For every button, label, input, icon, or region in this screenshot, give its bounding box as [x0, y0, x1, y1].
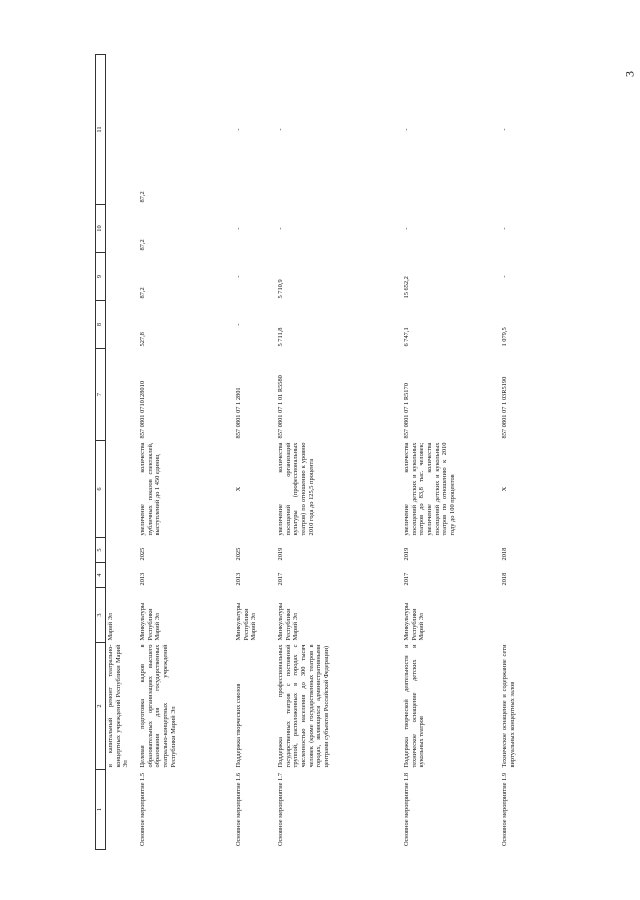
expected-result-cell: увеличение количества посещений детских и кукольных театров до 83,8 тыс. человек; увеличение количества посещений детских и кукольных театров по отношению к 2010 году до 100 процентов — [403, 442, 457, 536]
measure-title-cell: Поддержка творческой деятельности и техническое оснащение детских и кукольных театров — [403, 644, 426, 768]
end-year-cell — [106, 538, 139, 563]
measure-id-cell — [106, 770, 139, 850]
table-row — [276, 55, 402, 850]
executor-cell — [500, 588, 562, 643]
amount-cell: 1 079,5 — [501, 327, 508, 347]
column-number: 10 — [96, 205, 106, 253]
column-number: 6 — [96, 441, 106, 538]
table-row — [138, 55, 234, 850]
expected-result-cell: увеличение количества посещений организаций культуры (профессиональных театров) по отношению к уровню 2010 года до 125,5 процента — [277, 442, 315, 536]
executor-cell: Минкультуры Республики Марий Эл — [403, 602, 426, 641]
column-number: 1 — [96, 770, 106, 850]
column-number-row — [96, 55, 106, 850]
table-row — [234, 55, 276, 850]
measure-id-cell: Основное мероприятие 1.7 — [277, 772, 284, 847]
column-number: 9 — [96, 253, 106, 301]
amount-cell: 5 711,8 — [277, 327, 284, 347]
amount-cell: 5 710,9 — [277, 279, 284, 299]
column-number: 3 — [96, 588, 106, 643]
amount-cell: - — [235, 275, 242, 278]
amount-cell: - — [501, 275, 508, 278]
start-year-cell: 2017 — [403, 572, 410, 586]
end-year-cell: 2019 — [403, 547, 410, 561]
amount-cell: - — [501, 128, 508, 131]
rotated-table-sheet — [95, 55, 635, 850]
expected-result-cell — [106, 441, 139, 538]
measure-title-cell: и капитальный ремонт театрально-концертных учреждений Республики Марий Эл — [107, 644, 130, 768]
end-year-cell: 2025 — [139, 547, 146, 561]
amount-cell: 87,2 — [139, 239, 146, 251]
column-number: 4 — [96, 563, 106, 588]
column-number: 8 — [96, 301, 106, 349]
measure-title-cell: Техническое оснащение и содержание сети виртуальных концертных залов — [501, 644, 516, 768]
amount-cell: 87,2 — [139, 191, 146, 203]
column-number: 7 — [96, 349, 106, 441]
expected-result-cell: X — [501, 486, 508, 492]
executor-cell: Минкультуры Республики Марий Эл — [277, 602, 300, 641]
table-row — [106, 55, 139, 850]
budget-code-cell: 857 0801 0710128010 — [139, 380, 146, 439]
end-year-cell: 2018 — [501, 547, 508, 561]
budget-code-cell: 857 0801 07 1 03R5190 — [501, 376, 508, 439]
amount-cell — [106, 253, 139, 301]
amount-cell: 87,2 — [139, 287, 146, 299]
amount-cell: - — [235, 323, 242, 326]
table-row — [402, 55, 500, 850]
amount-cell: 15 652,2 — [403, 276, 410, 299]
start-year-cell: 2018 — [501, 572, 508, 586]
amount-cell: - — [403, 227, 410, 230]
budget-code-cell: 857 0801 07 1 01 R5580 — [277, 375, 284, 439]
end-year-cell: 2019 — [277, 547, 284, 561]
expected-result-cell: увеличение количества публичных показов спектаклей, выступлений до 1 450 единиц — [139, 442, 162, 536]
page-number: 3 — [622, 71, 637, 77]
start-year-cell — [106, 563, 139, 588]
start-year-cell: 2017 — [277, 572, 284, 586]
measure-id-cell: Основное мероприятие 1.5 — [139, 772, 146, 847]
measure-title-cell: Поддержка творческих союзов — [235, 683, 242, 768]
amount-cell — [106, 205, 139, 253]
table-row — [500, 55, 562, 850]
amount-cell: - — [235, 128, 242, 131]
measure-id-cell: Основное мероприятие 1.9 — [501, 772, 508, 847]
column-number: 11 — [96, 55, 106, 205]
budget-code-cell: 857 0801 07 1 2801 — [235, 387, 242, 439]
column-number: 5 — [96, 538, 106, 563]
amount-cell: 527,8 — [139, 332, 146, 347]
amount-cell: - — [277, 227, 284, 230]
measure-id-cell: Основное мероприятие 1.6 — [235, 772, 242, 847]
measure-title-cell: Поддержка профессиональных государственных театров с постоянной труппой, расположенных в городах с численностью населения до 300 тысяч человек (кроме государственных театров в городах, являющихся административными центрами субъектов Российской Федерации) — [277, 644, 331, 768]
amount-cell: - — [501, 227, 508, 230]
start-year-cell: 2013 — [139, 572, 146, 586]
budget-code-cell: 857 0801 07 1 R5170 — [403, 383, 410, 439]
end-year-cell: 2025 — [235, 547, 242, 561]
amount-cell: - — [277, 128, 284, 131]
executor-cell: Минкультуры Республики Марий Эл — [139, 602, 162, 641]
amount-cell: - — [403, 128, 410, 131]
executor-cell: Марий Эл — [107, 613, 114, 641]
expected-result-cell: X — [235, 486, 242, 492]
amount-cell: 6 747,1 — [403, 327, 410, 347]
budget-code-cell — [106, 349, 139, 441]
amount-cell — [106, 301, 139, 349]
amount-cell — [106, 55, 139, 205]
measure-title-cell: Целевая подготовка кадров в образовательных организациях высшего образования для государственных театрально-концертных учреждений Республики Марий Эл — [139, 644, 177, 768]
start-year-cell: 2013 — [235, 572, 242, 586]
amount-cell: - — [235, 227, 242, 230]
measure-id-cell: Основное мероприятие 1.8 — [403, 772, 410, 847]
executor-cell: Минкультуры Республики Марий Эл — [235, 602, 258, 641]
column-number: 2 — [96, 643, 106, 770]
program-measures-table — [95, 54, 562, 850]
